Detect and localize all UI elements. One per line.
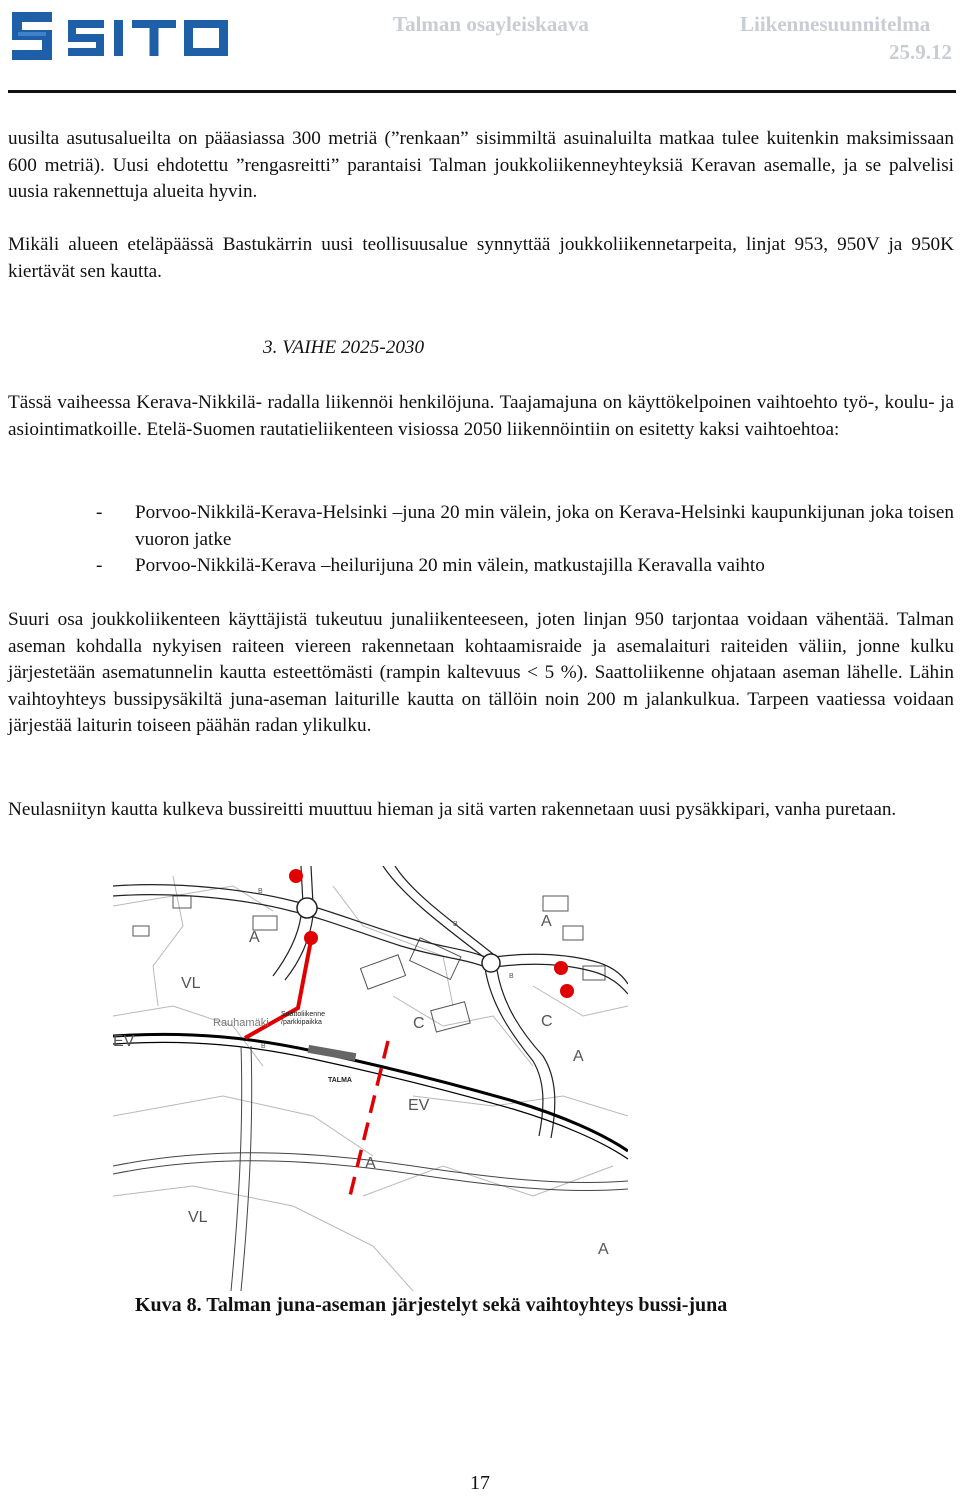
zone-label: A — [249, 929, 260, 946]
paragraph-5: Neulasniityn kautta kulkeva bussireitti muuttuu hieman ja sitä varten rakennetaan uusi pysäkkipari, vanha puretaan. — [8, 799, 897, 820]
road-class-label: B — [261, 1043, 266, 1050]
zone-label: C — [413, 1015, 425, 1032]
zone-label: EV — [408, 1097, 430, 1114]
annotation-line-1: Saattoliikenne — [281, 1011, 325, 1018]
paragraph-1: uusilta asutusalueilta on pääasiassa 300 metriä (”renkaan” sisimmiltä asuinaluilta matkaa tulee kuitenkin maksimissaan 600 metriä). Uusi ehdotettu ”rengasreitti” parantaisi Talman joukkoliikenneyhteyksiä Keravan asemalle, ja se palvelisi uusia rakennettuja alueita hyvin. — [8, 128, 954, 202]
zone-label: A — [365, 1155, 376, 1172]
roundabout — [297, 898, 317, 918]
paragraph-3: Tässä vaiheessa Kerava-Nikkilä- radalla liikennöi henkilöjuna. Taajamajuna on käyttökelpoinen vaihtoehto työ-, koulu- ja asiointimatkoille. Etelä-Suomen rautatieliikenteen visiossa 2050 liikennöintiin on esitetty kaksi vaihtoehtoa: — [8, 392, 954, 440]
list-bullet: - — [96, 502, 103, 523]
list-item-text: Porvoo-Nikkilä-Kerava –heilurijuna 20 min välein, matkustajilla Keravalla vaihto — [135, 555, 765, 576]
page-header — [0, 0, 960, 92]
zone-label: A — [541, 913, 552, 930]
list-item — [8, 553, 954, 580]
page-number: 17 — [470, 1472, 490, 1494]
figure-caption: Kuva 8. Talman juna-aseman järjestelyt sekä vaihtoyhteys bussi-juna — [135, 1294, 728, 1316]
document-subtitle: Liikennesuunnitelma — [740, 12, 931, 36]
station-label: TALMA — [328, 1077, 352, 1084]
list-item-text: Porvoo-Nikkilä-Kerava-Helsinki –juna 20 min välein, joka on Kerava-Helsinki kaupunkijunan joka toisen vuoron jatke — [135, 502, 954, 550]
list-item — [8, 500, 954, 553]
section-heading: 3. VAIHE 2025-2030 — [263, 337, 425, 358]
road-class-label: B — [453, 921, 458, 928]
road-class-label: B — [258, 888, 263, 895]
roundabout — [482, 954, 500, 972]
list-bullet: - — [96, 555, 103, 576]
zone-label: VL — [181, 975, 201, 992]
paragraph-2: Mikäli alueen eteläpäässä Bastukärrin uusi teollisuusalue synnyttää joukkoliikennetarpeita, linjat 953, 950V ja 950K kiertävät sen kautta. — [8, 234, 954, 282]
zone-label: A — [573, 1048, 584, 1065]
zone-label: C — [541, 1013, 553, 1030]
document-title: Talman osayleiskaava — [393, 12, 589, 36]
sito-logo — [6, 6, 236, 66]
header-divider — [8, 90, 956, 93]
document-date: 25.9.12 — [889, 40, 952, 64]
station-map — [113, 866, 628, 1291]
road-class-label: B — [509, 973, 514, 980]
zone-label: EV — [113, 1033, 135, 1050]
paragraph-4: Suuri osa joukkoliikenteen käyttäjistä tukeutuu junaliikenteeseen, joten linjan 950 tarjontaa voidaan vähentää. Talman aseman kohdalla nykyisen raiteen viereen rakennetaan kohtaamisraide ja asemalaituri raiteiden väliin, jonne kulku järjestetään asematunnelin kautta esteettömästi (rampin kaltevuus < 5 %). Saattoliikenne ohjataan aseman lähelle. Lähin vaihtoyhteys bussipysäkiltä juna-aseman laiturille kautta on tällöin noin 200 m jalankulkua. Tarpeen vaatiessa voidaan järjestää laiturin toiseen päähän radan ylikulku. — [8, 609, 954, 736]
zone-label: A — [598, 1241, 609, 1258]
annotation-line-2: /parkkipaikka — [281, 1019, 322, 1026]
zone-label: VL — [188, 1209, 208, 1226]
place-name: Rauhamäki — [213, 1017, 269, 1029]
